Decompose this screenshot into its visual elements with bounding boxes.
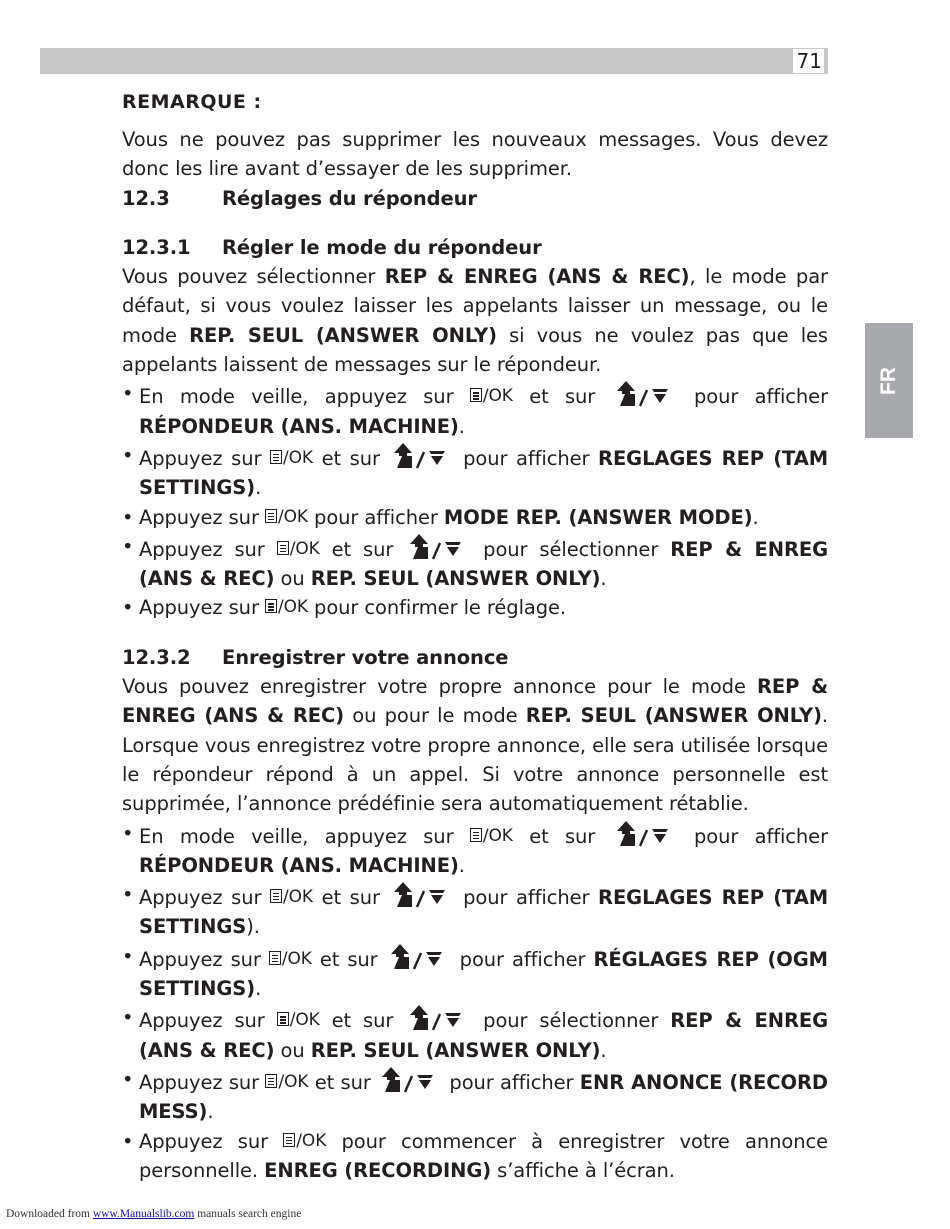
menu-ok-icon [470,827,513,845]
ok-label: /OK [278,1071,309,1092]
list-item: • Appuyez sur /OK et sur pour afficher REGLAGES REP (TAM SETTINGS). [122,441,828,503]
footer-link[interactable]: www.Manualslib.com [92,1208,195,1220]
ok-label: /OK [482,386,513,407]
list-item: • Appuyez sur /OK pour commencer à enregistrer votre annonce personnelle. ENREG (RECORDING) s’affiche à l’écran. [122,1127,828,1186]
section-title: Régler le mode du répondeur [222,235,542,259]
section-12-3-1-steps [122,379,828,622]
bold-term: RÉPONDEUR (ANS. MACHINE) [139,414,459,438]
bold-term: ENR ANONCE (RECORD MESS) [139,1070,828,1124]
up-arrow-icon [410,534,428,559]
section-12-3-1-intro: Vous pouvez sélectionner REP & ENREG (ANS & REC), le mode par défaut, si vous voulez laisser les appelants laisser un message, ou le mode REP. SEUL (ANSWER ONLY) si vous ne voulez pas que les appelants laissent de messages sur le répondeur. [122,265,828,377]
menu-ok-icon [265,598,308,616]
footer-prefix: Downloaded from [6,1208,93,1220]
down-arrow-icon [417,1075,433,1089]
ok-label: /OK [289,538,320,559]
bold-term: ENREG (RECORDING) [264,1158,492,1182]
remark-text: Vous ne pouvez pas supprimer les nouveaux messages. Vous devez donc les lire avant d’essayer de les supprimer. [122,128,828,181]
up-arrow-icon [382,1067,400,1092]
bold-term: REP & ENREG (ANS & REC) [139,537,829,591]
section-number: 12.3 [122,186,170,210]
bold-term: REP. SEUL (ANSWER ONLY) [525,704,822,728]
section-number: 12.3.1 [122,235,191,259]
down-arrow-icon [429,890,445,904]
bold-term: REGLAGES REP (TAM SETTINGS) [139,446,828,500]
up-down-nav-icon [616,819,674,849]
page-content [122,88,828,1185]
list-item: • Appuyez sur /OK et sur pour sélectionner REP & ENREG (ANS & REC) ou REP. SEUL (ANSWER ONLY). [122,1003,828,1065]
bold-term: REP & ENREG (ANS & REC) [384,265,690,289]
bold-term: REGLAGES REP (TAM SETTINGS [139,886,828,939]
remark-heading: REMARQUE : [122,91,262,113]
menu-icon [265,1074,277,1088]
menu-icon [270,889,282,903]
menu-icon [270,450,282,464]
menu-ok-icon [277,540,320,558]
menu-icon [470,828,482,842]
up-arrow-icon [410,1005,428,1030]
language-tab-label: FR [877,366,900,395]
ok-label: /OK [277,597,308,618]
up-down-nav-icon [616,379,674,409]
footer [6,1208,301,1220]
bold-term: REP. SEUL (ANSWER ONLY) [310,567,601,591]
up-arrow-icon [394,443,412,468]
page-number: 71 [793,49,824,73]
section-number: 12.3.2 [122,645,191,669]
down-arrow-icon [445,1013,461,1027]
bold-term: REP. SEUL (ANSWER ONLY) [310,1038,601,1062]
menu-ok-icon [270,449,313,467]
list-item: • Appuyez sur /OK et sur pour afficher RÉGLAGES REP (OGM SETTINGS). [122,942,828,1004]
section-12-3-2-steps [122,819,828,1186]
ok-label: /OK [283,447,313,468]
section-12-3-heading [122,184,828,213]
menu-icon [265,509,277,523]
list-item: • Appuyez sur /OK et sur pour afficher ENR ANONCE (RECORD MESS). [122,1065,828,1127]
section-12-3-2-heading [122,643,828,672]
section-title: Réglages du répondeur [222,186,477,210]
list-item: • Appuyez sur /OK pour afficher MODE REP. (ANSWER MODE). [122,503,828,532]
up-arrow-icon [617,381,635,406]
up-down-nav-icon [393,880,451,910]
up-arrow-icon [394,882,412,907]
ok-label: /OK [289,1010,320,1031]
bold-term: RÉPONDEUR (ANS. MACHINE) [139,853,459,877]
down-arrow-icon [426,952,442,966]
menu-icon [470,388,482,402]
footer-suffix: manuals search engine [194,1208,302,1220]
menu-ok-icon [277,1011,320,1029]
ok-label: /OK [283,887,313,908]
menu-ok-icon [265,508,308,526]
menu-ok-icon [265,1073,308,1091]
menu-icon [269,951,281,965]
menu-ok-icon [283,1132,326,1150]
menu-icon [277,541,289,555]
list-item: • En mode veille, appuyez sur /OK et sur pour afficher RÉPONDEUR (ANS. MACHINE). [122,379,828,441]
menu-icon [277,1012,289,1026]
menu-icon [283,1133,295,1147]
ok-label: /OK [281,948,312,969]
bold-term: RÉGLAGES REP (OGM SETTINGS) [139,947,828,1001]
up-arrow-icon [617,821,635,846]
list-item: • Appuyez sur /OK et sur pour afficher REGLAGES REP (TAM SETTINGS). [122,880,828,942]
up-down-nav-icon [409,1003,467,1033]
section-12-3-2-intro: Vous pouvez enregistrer votre propre annonce pour le mode REP & ENREG (ANS & REC) ou pour le mode REP. SEUL (ANSWER ONLY). Lorsque vous enregistrez votre propre annonce, elle sera utilisée lorsque le répondeur répond à un appel. Si votre annonce personnelle est supprimée, l’annonce prédéfinie sera automatiquement rétablie. [122,675,828,816]
list-item: • En mode veille, appuyez sur /OK et sur pour afficher RÉPONDEUR (ANS. MACHINE). [122,819,828,881]
down-arrow-icon [652,829,668,843]
up-down-nav-icon [390,942,448,972]
down-arrow-icon [429,451,445,465]
bold-term: MODE REP. (ANSWER MODE) [443,505,753,529]
menu-ok-icon [270,888,313,906]
menu-ok-icon [470,387,513,405]
section-title: Enregistrer votre annonce [222,645,509,669]
list-item: • Appuyez sur /OK pour confirmer le réglage. [122,593,828,622]
ok-label: /OK [482,825,513,846]
up-down-nav-icon [409,532,467,562]
up-down-nav-icon [393,441,451,471]
down-arrow-icon [652,389,668,403]
bold-term: REP. SEUL (ANSWER ONLY) [189,323,497,347]
up-down-nav-icon [381,1065,439,1095]
ok-label: /OK [277,506,308,527]
header-bar [40,48,828,74]
bold-term: REP & ENREG (ANS & REC) [139,1009,829,1062]
language-tab [865,323,913,438]
ok-label: /OK [296,1130,327,1151]
up-arrow-icon [391,944,409,969]
menu-icon [265,599,277,613]
list-item: • Appuyez sur /OK et sur pour sélectionner REP & ENREG (ANS & REC) ou REP. SEUL (ANSWER ONLY). [122,532,828,594]
menu-ok-icon [269,950,312,968]
bold-term: REP & ENREG (ANS & REC) [122,675,828,728]
section-12-3-1-heading [122,233,828,262]
down-arrow-icon [445,542,461,556]
